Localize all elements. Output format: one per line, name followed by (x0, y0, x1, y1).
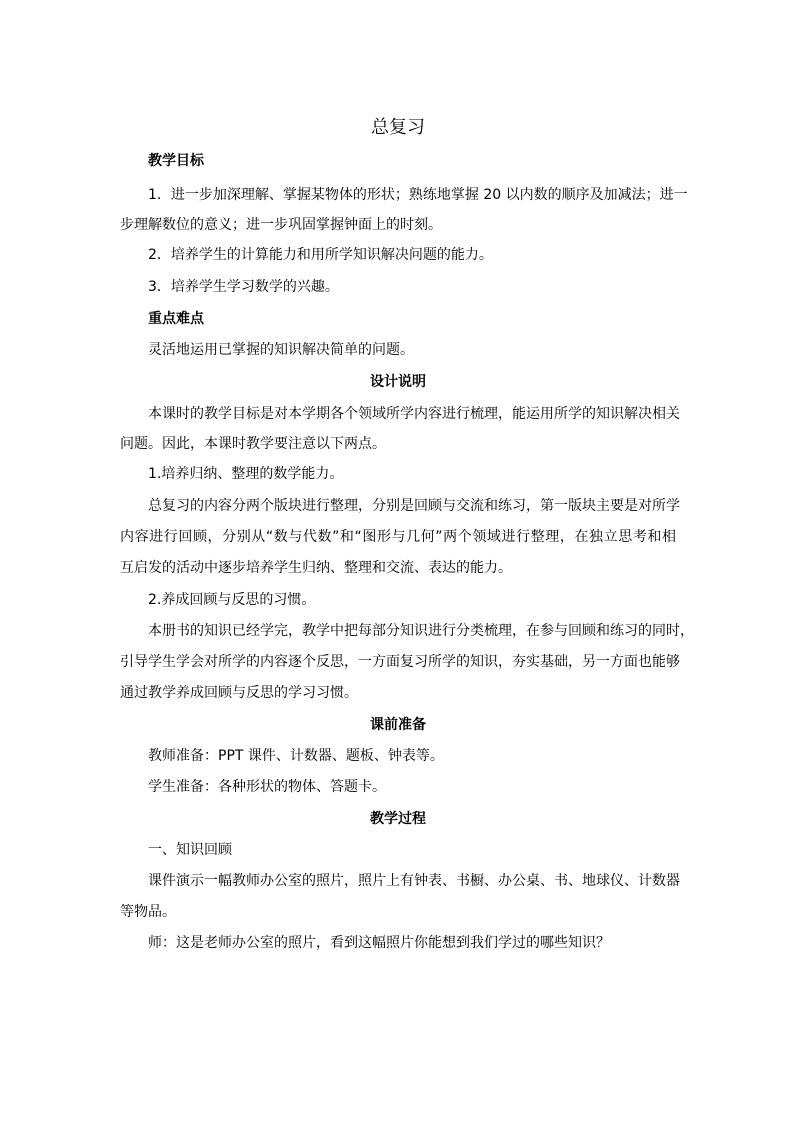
design-intro-line-2: 问题。因此，本课时教学要注意以下两点。 (120, 436, 386, 452)
design-heading: 设计说明 (370, 374, 426, 390)
student-preparation: 学生准备：各种形状的物体、答题卡。 (148, 779, 386, 795)
design-point-2-line-2: 引导学生学会对所学的内容逐个反思，一方面复习所学的知识，夯实基础，另一方面也能够 (120, 654, 680, 670)
design-point-1-line-1: 总复习的内容分两个版块进行整理，分别是回顾与交流和练习，第一版块主要是对所学 (148, 498, 680, 514)
goal-1-line-1: 1．进一步加深理解、掌握某物体的形状；熟练地掌握 20 以内数的顺序及加减法；进一 (148, 187, 688, 203)
goals-heading: 教学目标 (148, 153, 204, 169)
process-heading: 教学过程 (370, 811, 426, 827)
process-line-3: 师：这是老师办公室的照片，看到这幅照片你能想到我们学过的哪些知识？ (148, 935, 610, 951)
design-point-2-line-1: 本册书的知识已经学完，教学中把每部分知识进行分类梳理，在参与回顾和练习的同时， (148, 623, 694, 639)
teacher-preparation: 教师准备：PPT 课件、计数器、题板、钟表等。 (148, 748, 444, 764)
goal-2: 2．培养学生的计算能力和用所学知识解决问题的能力。 (148, 247, 493, 263)
process-line-1: 课件演示一幅教师办公室的照片，照片上有钟表、书橱、办公桌、书、地球仪、计数器 (148, 873, 680, 889)
design-point-2-heading: 2.养成回顾与反思的习惯。 (148, 592, 316, 608)
process-line-2: 等物品。 (120, 904, 176, 920)
goal-3: 3．培养学生学习数学的兴趣。 (148, 279, 339, 295)
key-points-heading: 重点难点 (148, 311, 204, 327)
key-points-text: 灵活地运用已掌握的知识解决简单的问题。 (148, 342, 414, 358)
document-title: 总复习 (371, 117, 425, 138)
design-point-1-line-3: 互启发的活动中逐步培养学生归纳、整理和交流、表达的能力。 (120, 560, 512, 576)
design-point-2-line-3: 通过教学养成回顾与反思的学习习惯。 (120, 685, 358, 701)
preparation-heading: 课前准备 (370, 717, 426, 733)
design-intro-line-1: 本课时的教学目标是对本学期各个领域所学内容进行梳理，能运用所学的知识解决相关 (148, 406, 680, 422)
process-section-1: 一、知识回顾 (148, 842, 232, 858)
design-point-1-line-2: 内容进行回顾，分别从“数与代数”和“图形与几何”两个领域进行整理，在独立思考和相 (120, 529, 676, 545)
goal-1-line-2: 步理解数位的意义；进一步巩固掌握钟面上的时刻。 (120, 217, 442, 233)
design-point-1-heading: 1.培养归纳、整理的数学能力。 (148, 466, 344, 482)
